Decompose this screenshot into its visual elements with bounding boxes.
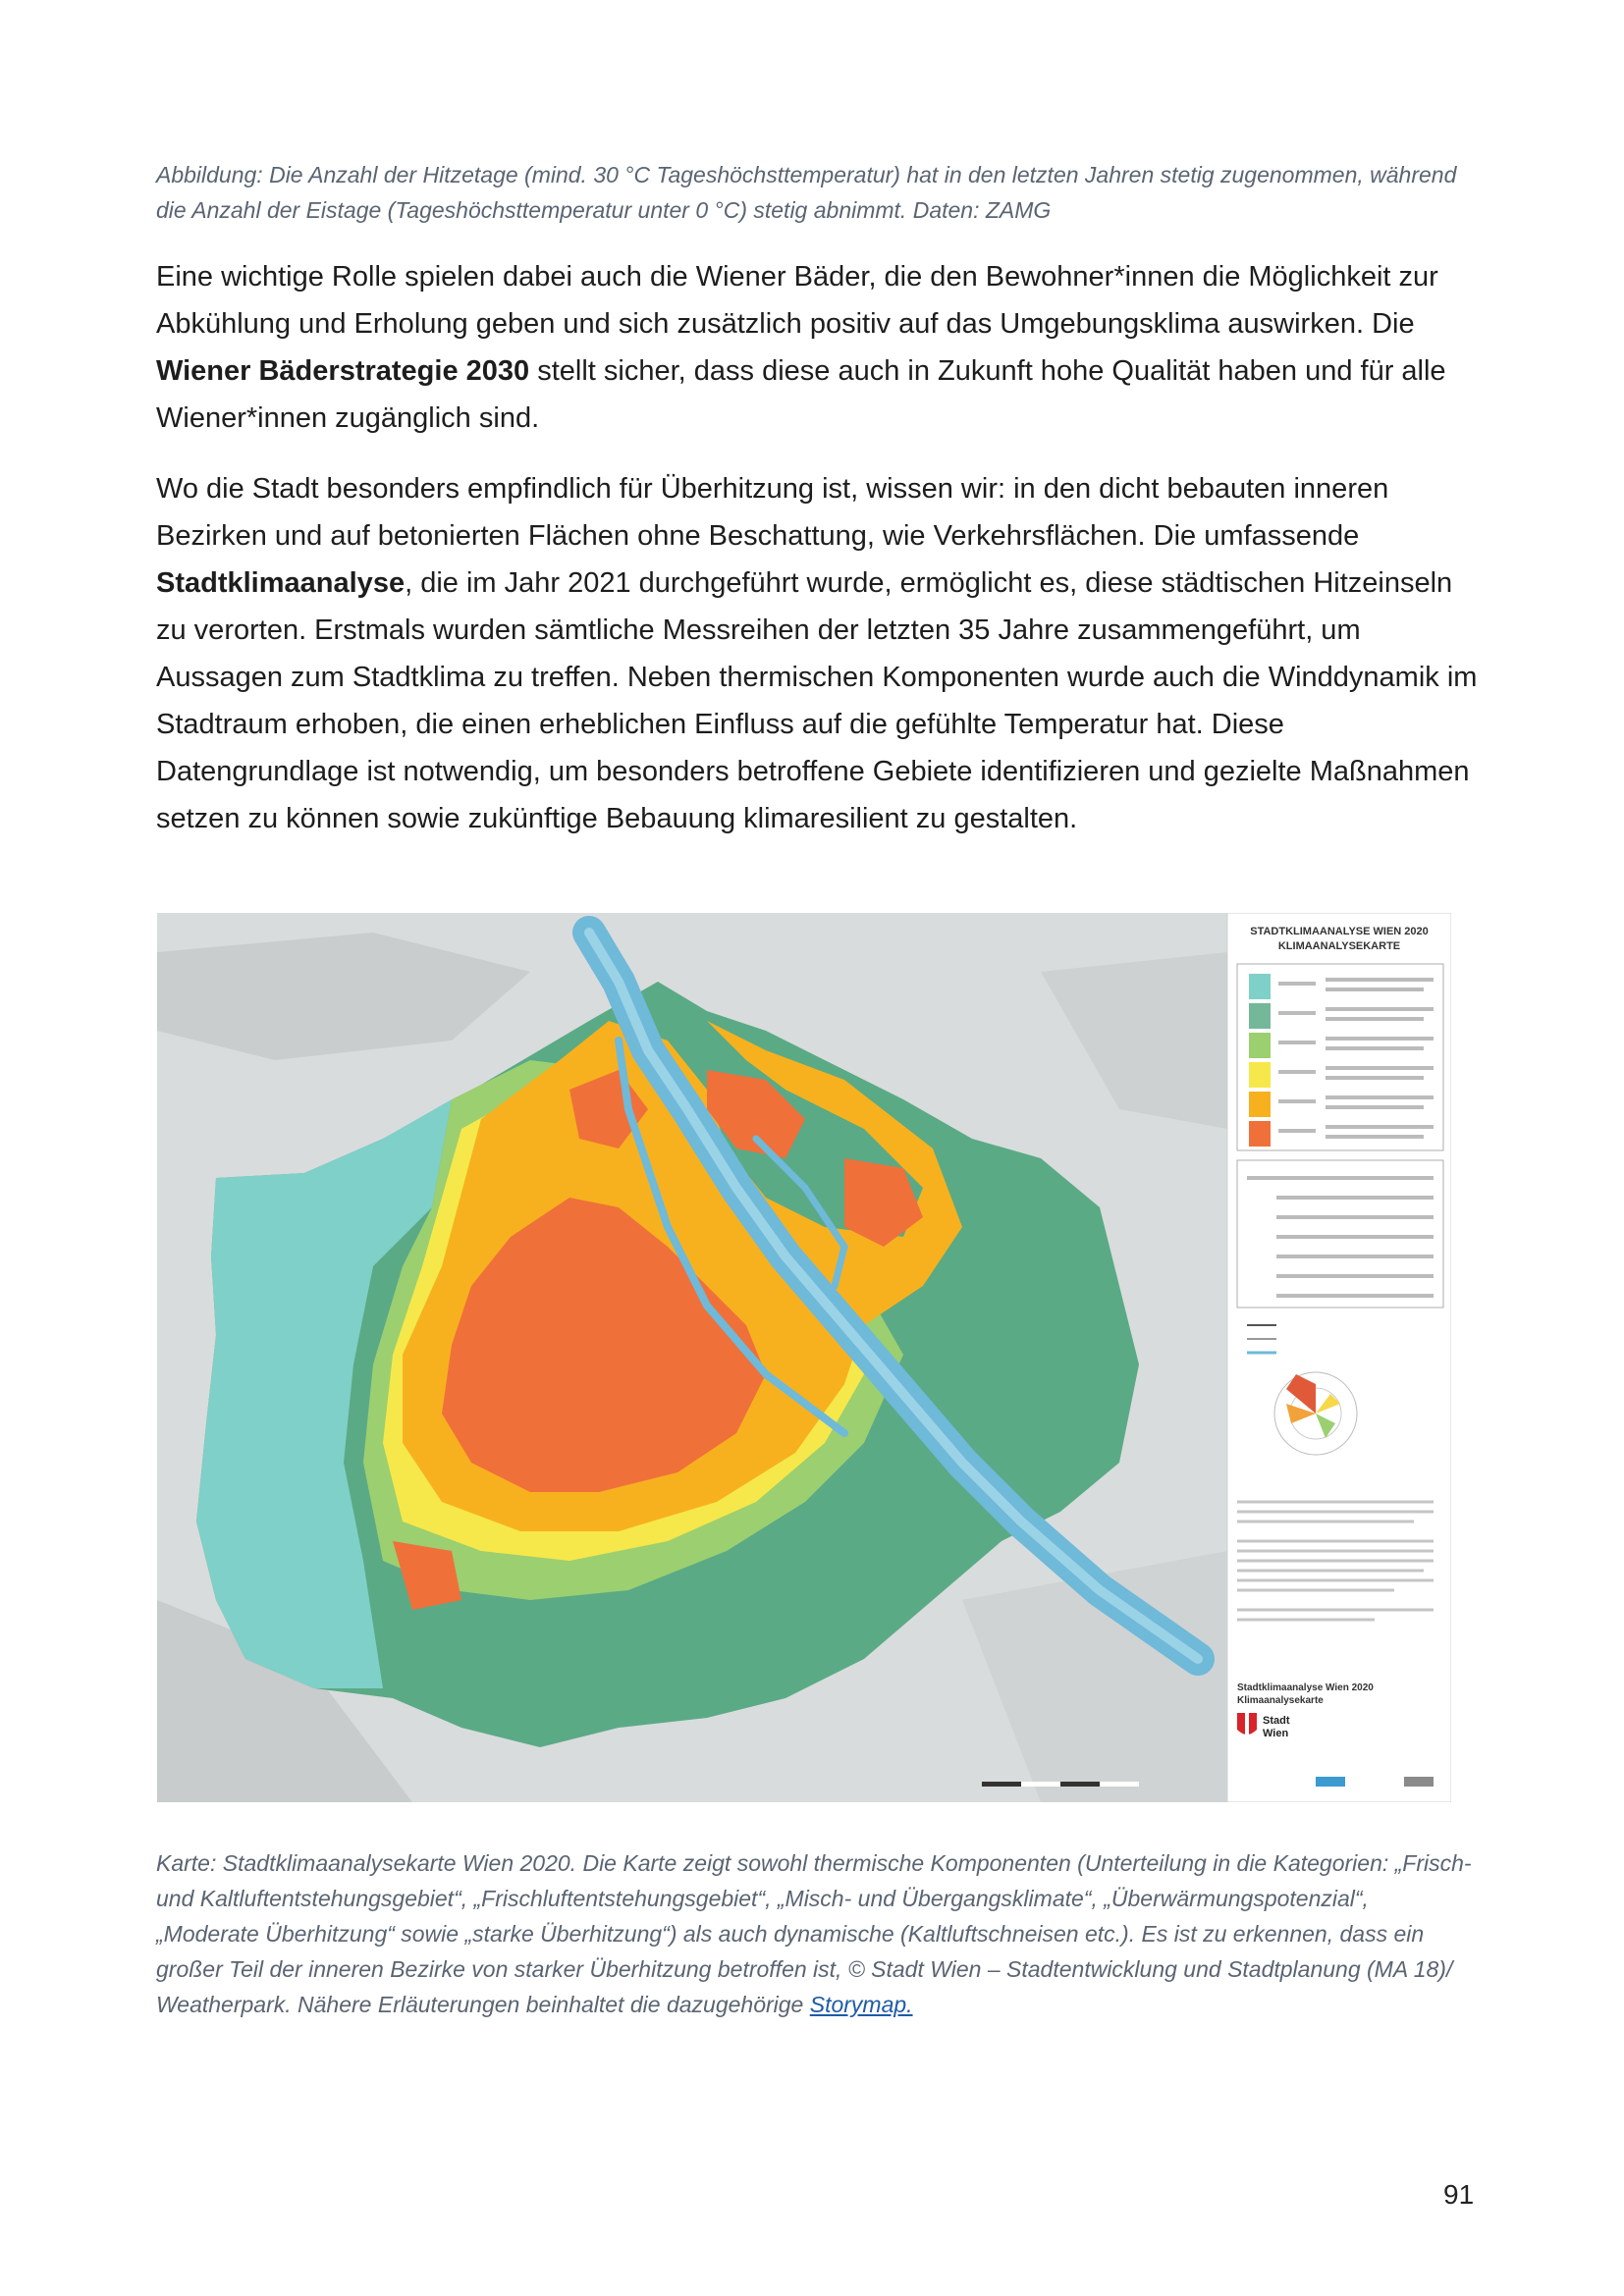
paragraph-text: stellt sicher, dass diese auch in Zukunft hohe Qualität haben und für alle Wiener*innen zugänglich sind. [156,355,1446,434]
caption-text: Karte: Stadtklimaanalysekarte Wien 2020. Die Karte zeigt sowohl thermische Komponenten (Unterteilung in die Kategorien: „Frisch- und Kaltluftentstehungsgebiet“, „Frischluftentstehungsgebiet“, „Misch- und Übergangsklimate“, „Überwärmungspotenzial“, „Moderate Überhitzung“ sowie „starke Überhitzung“) als auch dynamische (Kaltluftschneisen etc.). Es ist zu erkennen, dass ein großer Teil der inneren Bezirke von starker Überhitzung betroffen ist, © Stadt Wien – Stadtentwicklung und Stadtplanung (MA 18)/ Weatherpark. Nähere Erläuterungen beinhaltet die dazugehörige [156,1850,1472,2017]
legend-footer-subtitle: Klimaanalysekarte [1237,1695,1324,1706]
legend-swatch-cold-air [1249,974,1271,999]
map-scale-bar [982,1782,1139,1787]
paragraph-baederstrategie [156,253,1482,442]
legend-title: STADTKLIMAANALYSE WIEN 2020 [1250,926,1429,937]
legend-swatch-fresh-air [1249,1003,1271,1029]
legend-swatch-mixed [1249,1033,1271,1058]
legend-swatch-moderate [1249,1092,1271,1117]
logo-text-stadt: Stadt [1263,1715,1290,1727]
storymap-link[interactable]: Storymap. [809,1992,913,2017]
legend-subtitle: KLIMAANALYSEKARTE [1277,940,1401,952]
partner-logo [1316,1777,1345,1787]
figure-caption-bottom [156,1845,1477,2022]
paragraph-text: Wo die Stadt besonders empfindlich für Überhitzung ist, wissen wir: in den dicht bebauten inneren Bezirken und auf betonierten Flächen ohne Beschattung, wie Verkehrsflächen. Die umfassende [156,473,1389,552]
legend-swatch-warming [1249,1062,1271,1088]
bold-term-stadtklimaanalyse: Stadtklimaanalyse [156,567,406,599]
page-number: 91 [1443,2179,1475,2210]
bold-term-baederstrategie: Wiener Bäderstrategie 2030 [156,355,530,387]
paragraph-stadtklimaanalyse [156,465,1482,842]
paragraph-text: , die im Jahr 2021 durchgeführt wurde, ermöglicht es, diese städtischen Hitzeinseln zu verorten. Erstmals wurden sämtliche Messreihen der letzten 35 Jahre zusammengeführt, um Aussagen zum Stadtklima zu treffen. Neben thermischen Komponenten wurde auch die Winddynamik im Stadtraum erhoben, die einen erheblichen Einfluss auf die gefühlte Temperatur hat. Diese Datengrundlage ist notwendig, um besonders betroffene Gebiete identifizieren und gezielte Maßnahmen setzen zu können sowie zukünftige Bebauung klimaresilient zu gestalten. [156,567,1478,834]
climate-analysis-map-figure [157,913,1451,1802]
figure-caption-top: Abbildung: Die Anzahl der Hitzetage (mind. 30 °C Tageshöchsttemperatur) hat in den letzten Jahren stetig zugenommen, während die Anzahl der Eistage (Tageshöchsttemperatur unter 0 °C) stetig abnimmt. Daten: ZAMG [156,162,1457,223]
climate-analysis-map [157,913,1451,1802]
paragraph-text: Eine wichtige Rolle spielen dabei auch die Wiener Bäder, die den Bewohner*innen die Möglichkeit zur Abkühlung und Erholung geben und sich zusätzlich positiv auf das Umgebungsklima auswirken. Die [156,261,1438,340]
partner-logo [1404,1777,1434,1787]
legend-swatch-strong [1249,1121,1271,1147]
logo-text-wien: Wien [1263,1728,1289,1739]
legend-footer-title: Stadtklimaanalyse Wien 2020 [1237,1682,1374,1693]
